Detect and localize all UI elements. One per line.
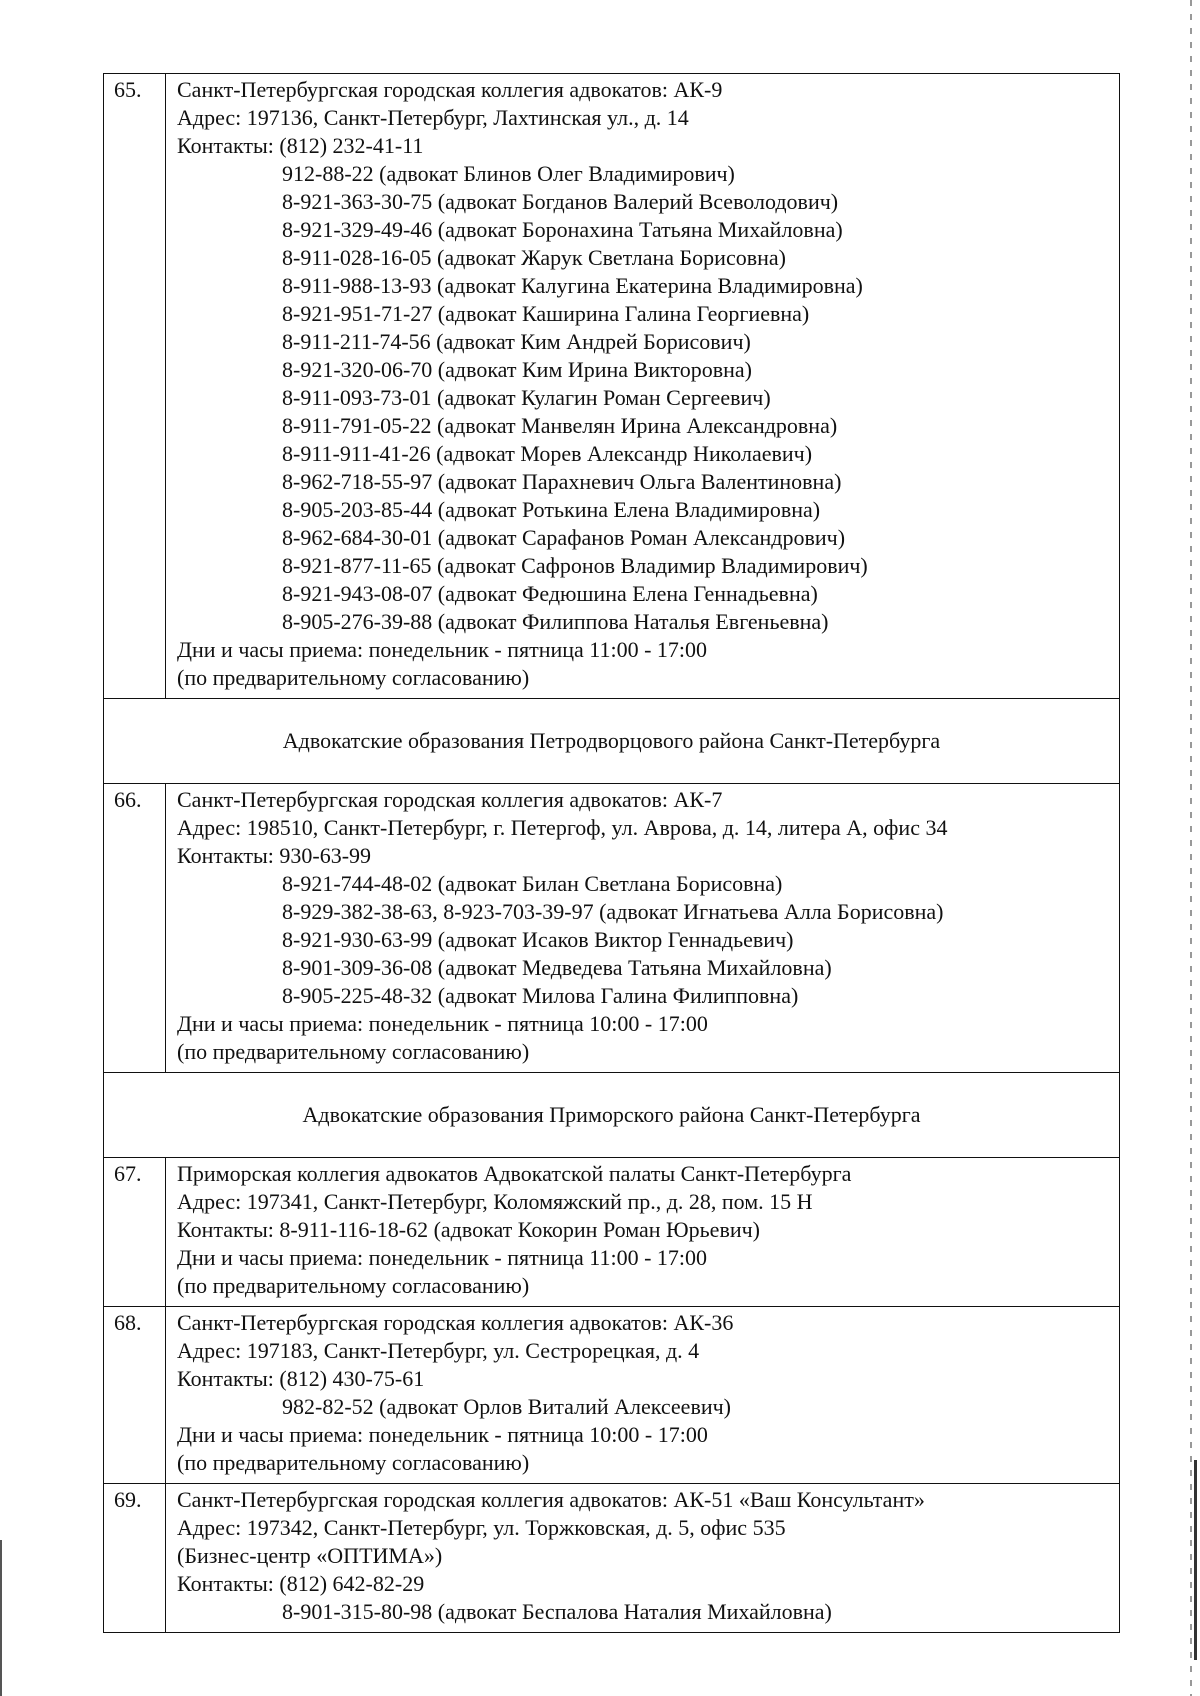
lawyer-line: 8-911-791-05-22 (адвокат Манвелян Ирина Александровна) (282, 413, 838, 438)
reception-note: (по предварительному согласованию) (177, 665, 530, 690)
section-row (104, 699, 1120, 784)
lawyer-line: 912-88-22 (адвокат Блинов Олег Владимирович) (282, 161, 735, 186)
entry-row (104, 1484, 1120, 1633)
lawyer-line: 8-905-203-85-44 (адвокат Ротькина Елена Владимировна) (282, 497, 821, 522)
lawyer-line: 8-921-329-49-46 (адвокат Боронахина Татьяна Михайловна) (282, 217, 843, 242)
org-name: Санкт-Петербургская городская коллегия адвокатов: АК-9 (177, 77, 723, 102)
lawyer-line: 8-911-028-16-05 (адвокат Жарук Светлана Борисовна) (282, 245, 786, 270)
entry-number: 68. (104, 1307, 166, 1484)
section-row (104, 1073, 1120, 1158)
lawyer-line: 8-921-320-06-70 (адвокат Ким Ирина Викторовна) (282, 357, 752, 382)
lawyer-line: 8-962-718-55-97 (адвокат Парахневич Ольга Валентиновна) (282, 469, 842, 494)
org-name: Санкт-Петербургская городская коллегия адвокатов: АК-51 «Ваш Консультант» (177, 1487, 925, 1512)
address: Адрес: 197342, Санкт-Петербург, ул. Торжковская, д. 5, офис 535 (177, 1515, 786, 1540)
lawyer-line: 8-929-382-38-63, 8-923-703-39-97 (адвокат Игнатьева Алла Борисовна) (282, 899, 944, 924)
org-name: Приморская коллегия адвокатов Адвокатской палаты Санкт-Петербурга (177, 1161, 852, 1186)
entry-row (104, 784, 1120, 1073)
reception-hours: Дни и часы приема: понедельник - пятница 11:00 - 17:00 (177, 637, 708, 662)
entry-body (166, 1307, 1120, 1484)
lawyer-line: 8-911-988-13-93 (адвокат Калугина Екатерина Владимировна) (282, 273, 863, 298)
address: Адрес: 197183, Санкт-Петербург, ул. Сестрорецкая, д. 4 (177, 1338, 700, 1363)
entry-row (104, 1158, 1120, 1307)
entry-number: 65. (104, 74, 166, 699)
section-title: Адвокатские образования Приморского района Санкт-Петербурга (302, 1102, 921, 1127)
scan-edge-left (0, 1540, 2, 1696)
reception-hours: Дни и часы приема: понедельник - пятница 11:00 - 17:00 (177, 1245, 708, 1270)
scan-edge-right (1190, 0, 1192, 1696)
lawyer-line: 8-905-276-39-88 (адвокат Филиппова Наталья Евгеньевна) (282, 609, 829, 634)
contacts: Контакты: (812) 642-82-29 (177, 1571, 425, 1596)
lawyer-line: 8-911-911-41-26 (адвокат Морев Александр Николаевич) (282, 441, 813, 466)
section-header (104, 699, 1120, 784)
lawyer-line: 8-921-951-71-27 (адвокат Каширина Галина Георгиевна) (282, 301, 810, 326)
lawyer-line: 982-82-52 (адвокат Орлов Виталий Алексеевич) (282, 1394, 732, 1419)
entry-body (166, 74, 1120, 699)
lawyer-line: 8-921-744-48-02 (адвокат Билан Светлана Борисовна) (282, 871, 783, 896)
lawyer-line: 8-921-877-11-65 (адвокат Сафронов Владимир Владимирович) (282, 553, 868, 578)
reception-note: (по предварительному согласованию) (177, 1273, 530, 1298)
section-title: Адвокатские образования Петродворцового района Санкт-Петербурга (282, 728, 941, 753)
lawyer-line: 8-921-363-30-75 (адвокат Богданов Валерий Всеволодович) (282, 189, 839, 214)
lawyer-line: 8-962-684-30-01 (адвокат Сарафанов Роман Александрович) (282, 525, 846, 550)
entry-body (166, 784, 1120, 1073)
lawyer-line: 8-905-225-48-32 (адвокат Милова Галина Филипповна) (282, 983, 799, 1008)
org-name: Санкт-Петербургская городская коллегия адвокатов: АК-36 (177, 1310, 734, 1335)
reception-hours: Дни и часы приема: понедельник - пятница 10:00 - 17:00 (177, 1422, 708, 1447)
entry-number: 66. (104, 784, 166, 1073)
lawyer-line: 8-911-093-73-01 (адвокат Кулагин Роман Сергеевич) (282, 385, 771, 410)
entry-row (104, 1307, 1120, 1484)
address: Адрес: 197341, Санкт-Петербург, Коломяжский пр., д. 28, пом. 15 Н (177, 1189, 813, 1214)
reception-note: (по предварительному согласованию) (177, 1039, 530, 1064)
lawyer-line: 8-901-315-80-98 (адвокат Беспалова Наталия Михайловна) (282, 1599, 832, 1624)
entry-number: 69. (104, 1484, 166, 1633)
contacts: Контакты: 930-63-99 (177, 843, 372, 868)
address-extra: (Бизнес-центр «ОПТИМА») (177, 1543, 443, 1568)
entry-number: 67. (104, 1158, 166, 1307)
entry-row (104, 74, 1120, 699)
contacts: Контакты: (812) 430-75-61 (177, 1366, 425, 1391)
address: Адрес: 197136, Санкт-Петербург, Лахтинская ул., д. 14 (177, 105, 689, 130)
lawyer-line: 8-921-943-08-07 (адвокат Федюшина Елена Геннадьевна) (282, 581, 818, 606)
reception-note: (по предварительному согласованию) (177, 1450, 530, 1475)
lawyer-line: 8-921-930-63-99 (адвокат Исаков Виктор Геннадьевич) (282, 927, 794, 952)
lawyer-line: 8-911-211-74-56 (адвокат Ким Андрей Борисович) (282, 329, 751, 354)
org-name: Санкт-Петербургская городская коллегия адвокатов: АК-7 (177, 787, 723, 812)
lawyers-table (103, 73, 1120, 1633)
contacts: Контакты: (812) 232-41-11 (177, 133, 424, 158)
contacts: Контакты: 8-911-116-18-62 (адвокат Кокорин Роман Юрьевич) (177, 1217, 760, 1242)
entry-body (166, 1484, 1120, 1633)
scan-edge-right-dark (1194, 1460, 1197, 1660)
entry-body (166, 1158, 1120, 1307)
reception-hours: Дни и часы приема: понедельник - пятница 10:00 - 17:00 (177, 1011, 708, 1036)
section-header (104, 1073, 1120, 1158)
lawyer-line: 8-901-309-36-08 (адвокат Медведева Татьяна Михайловна) (282, 955, 832, 980)
address: Адрес: 198510, Санкт-Петербург, г. Петергоф, ул. Аврова, д. 14, литера А, офис 34 (177, 815, 948, 840)
